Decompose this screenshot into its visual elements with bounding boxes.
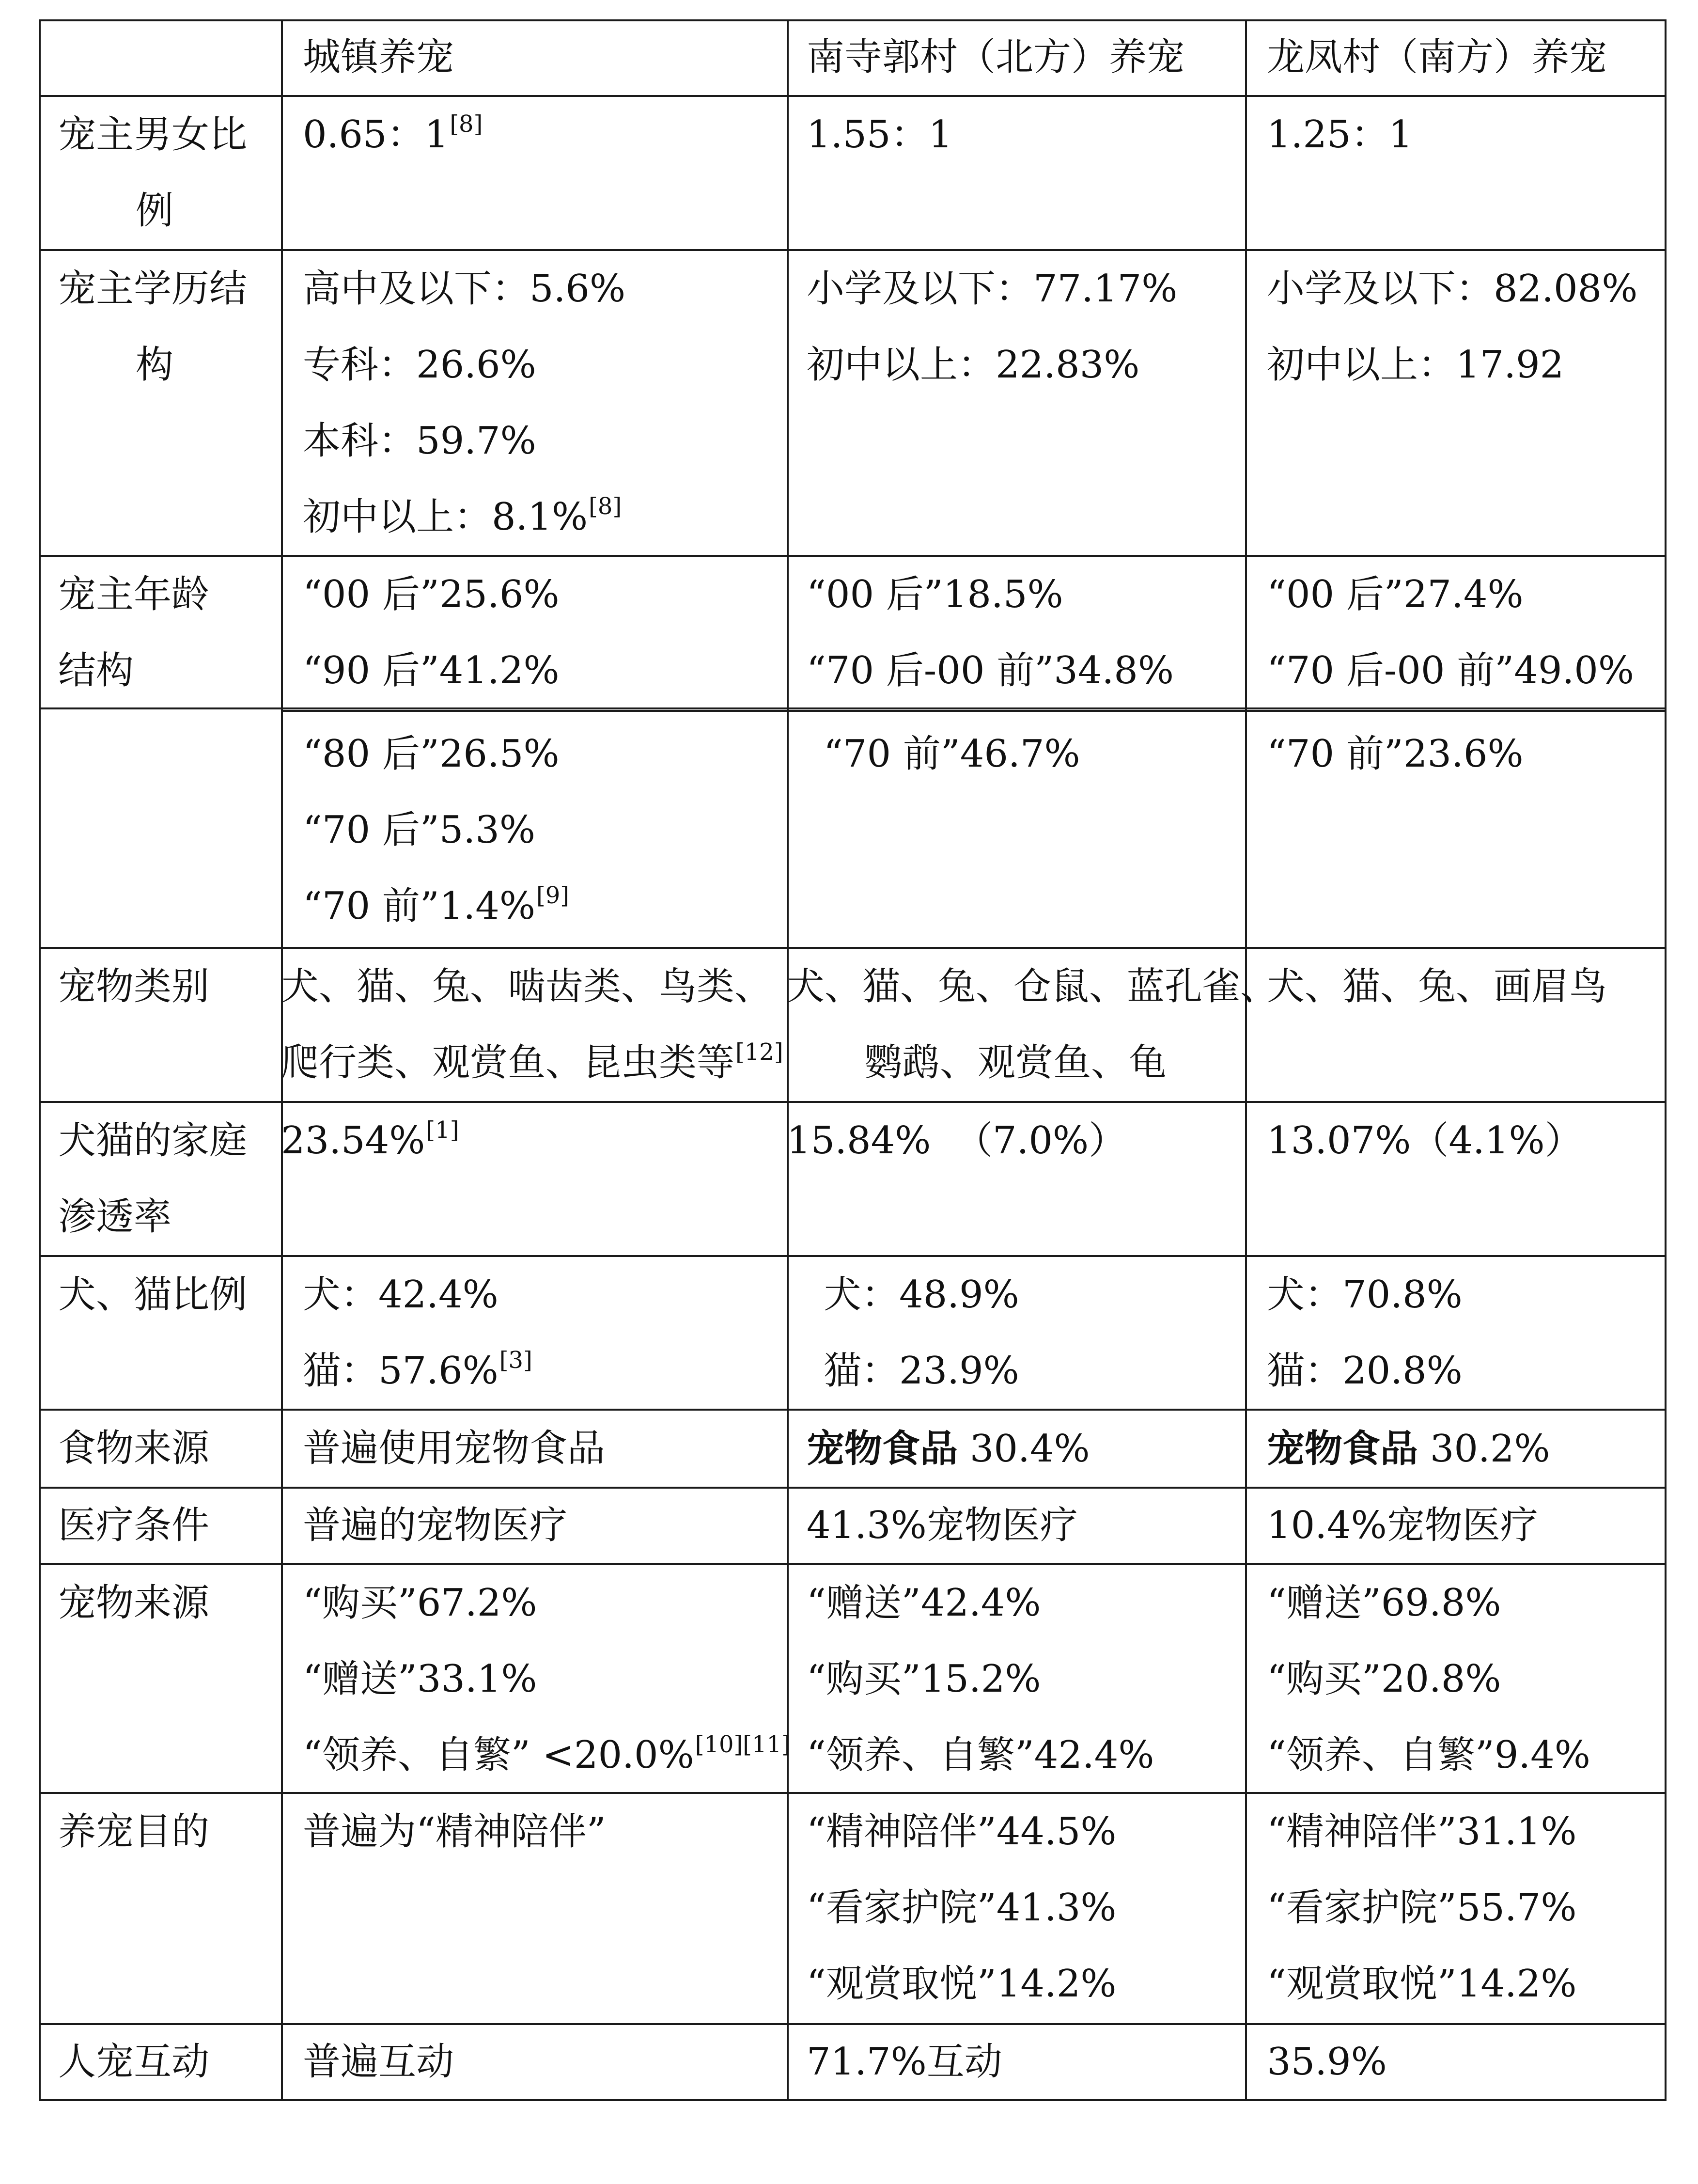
citation: [8] (450, 110, 483, 138)
value-line: “70 后-00 前”34.8% (807, 649, 1174, 692)
value-line: “领养、自繁”42.4% (807, 1733, 1154, 1777)
row-divider (281, 710, 1667, 712)
purpose-urban: 普遍为“精神陪伴” (303, 1810, 606, 1854)
citation: [3] (499, 1347, 532, 1374)
value-line: “精神陪伴”31.1% (1267, 1810, 1577, 1854)
label-line: 结构 (58, 649, 134, 692)
value-line: “90 后”41.2% (303, 649, 560, 692)
penetration-north: 15.84% （7.0%） (787, 1119, 1127, 1163)
interaction-urban: 普遍互动 (303, 2040, 454, 2084)
citation: [10][11] (695, 1731, 791, 1758)
label-dog-cat: 犬、猫比例 (58, 1273, 248, 1317)
value-line: 初中以上：22.83% (807, 343, 1140, 387)
label-line: 渗透率 (58, 1195, 172, 1239)
bold-text: 宠物食品 (807, 1427, 958, 1471)
value-line: “购买”20.8% (1267, 1657, 1501, 1701)
value-line: 犬、猫、兔、仓鼠、蓝孔雀、 (787, 965, 1278, 1008)
value-text: 初中以上：8.1% (303, 495, 588, 539)
age-south-top (1267, 557, 1634, 709)
citation: [8] (589, 493, 622, 520)
age-urban-top (303, 557, 560, 709)
value-line: “70 后-00 前”49.0% (1267, 649, 1634, 692)
label-line: 例 (136, 189, 174, 233)
food-north (807, 1411, 1090, 1487)
value-line: 犬、猫、兔、啮齿类、鸟类、 (281, 965, 773, 1008)
value-text: 23.54% (281, 1119, 425, 1163)
value-text: “领养、自繁” <20.0% (303, 1733, 694, 1777)
value-line-wrap (303, 479, 625, 555)
citation: [1] (426, 1116, 459, 1144)
value-line: “00 后”18.5% (807, 573, 1063, 616)
citation: [9] (536, 882, 569, 909)
comparison-table (39, 19, 1667, 2108)
value-line: “80 后”26.5% (303, 732, 560, 776)
value-text: 爬行类、观赏鱼、昆虫类等 (281, 1041, 735, 1084)
value-text: 0.65：1 (303, 113, 449, 157)
header-south: 龙凤村（南方）养宠 (1267, 35, 1607, 79)
value-line: “赠送”42.4% (807, 1581, 1041, 1625)
citation: [12] (735, 1038, 783, 1066)
value-line: 猫：20.8% (1267, 1349, 1463, 1393)
interaction-south: 35.9% (1267, 2040, 1387, 2084)
education-north (807, 251, 1177, 403)
label-purpose: 养宠目的 (58, 1810, 210, 1854)
dog-cat-south (1267, 1257, 1463, 1409)
value-line: “赠送”69.8% (1267, 1581, 1501, 1625)
value-text: “70 前”1.4% (303, 884, 535, 928)
age-south-bottom: “70 前”23.6% (1267, 732, 1524, 776)
value-line: 犬：48.9% (824, 1273, 1019, 1317)
value-line: 本科：59.7% (303, 419, 536, 463)
label-line: 宠主男女比 (58, 113, 248, 157)
value-line: 犬：70.8% (1267, 1273, 1463, 1317)
value-line-wrap (303, 1333, 532, 1409)
value-line-wrap (303, 1717, 791, 1793)
label-education (58, 251, 247, 403)
value-line: 小学及以下：82.08% (1267, 267, 1638, 311)
source-south (1267, 1565, 1590, 1793)
label-interaction: 人宠互动 (58, 2040, 210, 2084)
label-line: 构 (136, 343, 174, 387)
dog-cat-urban (303, 1257, 532, 1409)
food-south (1267, 1411, 1550, 1487)
label-line: 宠主学历结 (58, 267, 248, 311)
gender-urban (303, 97, 483, 173)
value-line: “00 后”27.4% (1267, 573, 1524, 616)
age-north-top (807, 557, 1174, 709)
label-source: 宠物来源 (58, 1581, 210, 1625)
value-line: “观赏取悦”14.2% (807, 1962, 1117, 2006)
source-urban (303, 1565, 791, 1793)
value-line: 猫：23.9% (824, 1349, 1019, 1393)
value-line: 小学及以下：77.17% (807, 267, 1178, 311)
dog-cat-north (824, 1257, 1019, 1409)
value-line: “精神陪伴”44.5% (807, 1810, 1117, 1854)
value-line: 初中以上：17.92 (1267, 343, 1564, 387)
value-text: 猫：57.6% (303, 1349, 498, 1393)
penetration-urban (281, 1103, 459, 1179)
age-north-bottom: “70 前”46.7% (824, 732, 1080, 776)
header-north: 南寺郭村（北方）养宠 (807, 35, 1185, 79)
header-urban: 城镇养宠 (303, 35, 454, 79)
pet-type-north (787, 949, 1278, 1101)
value-text: 30.2% (1418, 1427, 1550, 1471)
value-line: 高中及以下：5.6% (303, 267, 626, 311)
value-line: “看家护院”55.7% (1267, 1886, 1577, 1930)
value-line: 鹦鹉、观赏鱼、龟 (864, 1041, 1167, 1084)
value-line: “00 后”25.6% (303, 573, 560, 616)
purpose-north (807, 1794, 1117, 2022)
age-urban-bottom (303, 716, 569, 944)
col-divider (1665, 19, 1667, 2101)
value-line-wrap (303, 868, 569, 944)
medical-urban: 普遍的宠物医疗 (303, 1504, 568, 1547)
food-urban: 普遍使用宠物食品 (303, 1427, 606, 1470)
value-line: 犬：42.4% (303, 1273, 498, 1317)
label-line: 犬猫的家庭 (58, 1119, 248, 1163)
label-pet-type: 宠物类别 (58, 965, 210, 1008)
pet-type-south: 犬、猫、兔、画眉鸟 (1267, 965, 1607, 1008)
col-divider (39, 19, 41, 2101)
value-line: 专科：26.6% (303, 343, 536, 387)
penetration-south: 13.07%（4.1%） (1267, 1119, 1583, 1163)
value-line: “购买”15.2% (807, 1657, 1041, 1701)
label-line: 宠主年龄 (58, 573, 210, 616)
education-south (1267, 251, 1637, 403)
value-line: “看家护院”41.3% (807, 1886, 1117, 1930)
label-penetration (58, 1103, 247, 1255)
value-text: 30.4% (958, 1427, 1090, 1471)
gender-south: 1.25：1 (1267, 113, 1413, 157)
interaction-north: 71.7%互动 (807, 2040, 1002, 2084)
value-line: “赠送”33.1% (303, 1657, 537, 1701)
label-age (58, 557, 209, 709)
source-north (807, 1565, 1154, 1793)
value-line: “购买”67.2% (303, 1581, 537, 1625)
pet-type-urban (281, 949, 783, 1101)
medical-south: 10.4%宠物医疗 (1267, 1504, 1538, 1547)
value-line: “观赏取悦”14.2% (1267, 1962, 1577, 2006)
label-food: 食物来源 (58, 1427, 210, 1470)
value-line: “70 后”5.3% (303, 808, 535, 852)
bold-text: 宠物食品 (1267, 1427, 1418, 1471)
gender-north: 1.55：1 (807, 113, 953, 157)
label-gender (58, 97, 247, 249)
label-medical: 医疗条件 (58, 1504, 210, 1547)
medical-north: 41.3%宠物医疗 (807, 1504, 1078, 1547)
value-line: “领养、自繁”9.4% (1267, 1733, 1590, 1777)
value-line-wrap (281, 1025, 783, 1101)
education-urban (303, 251, 625, 555)
purpose-south (1267, 1794, 1577, 2022)
